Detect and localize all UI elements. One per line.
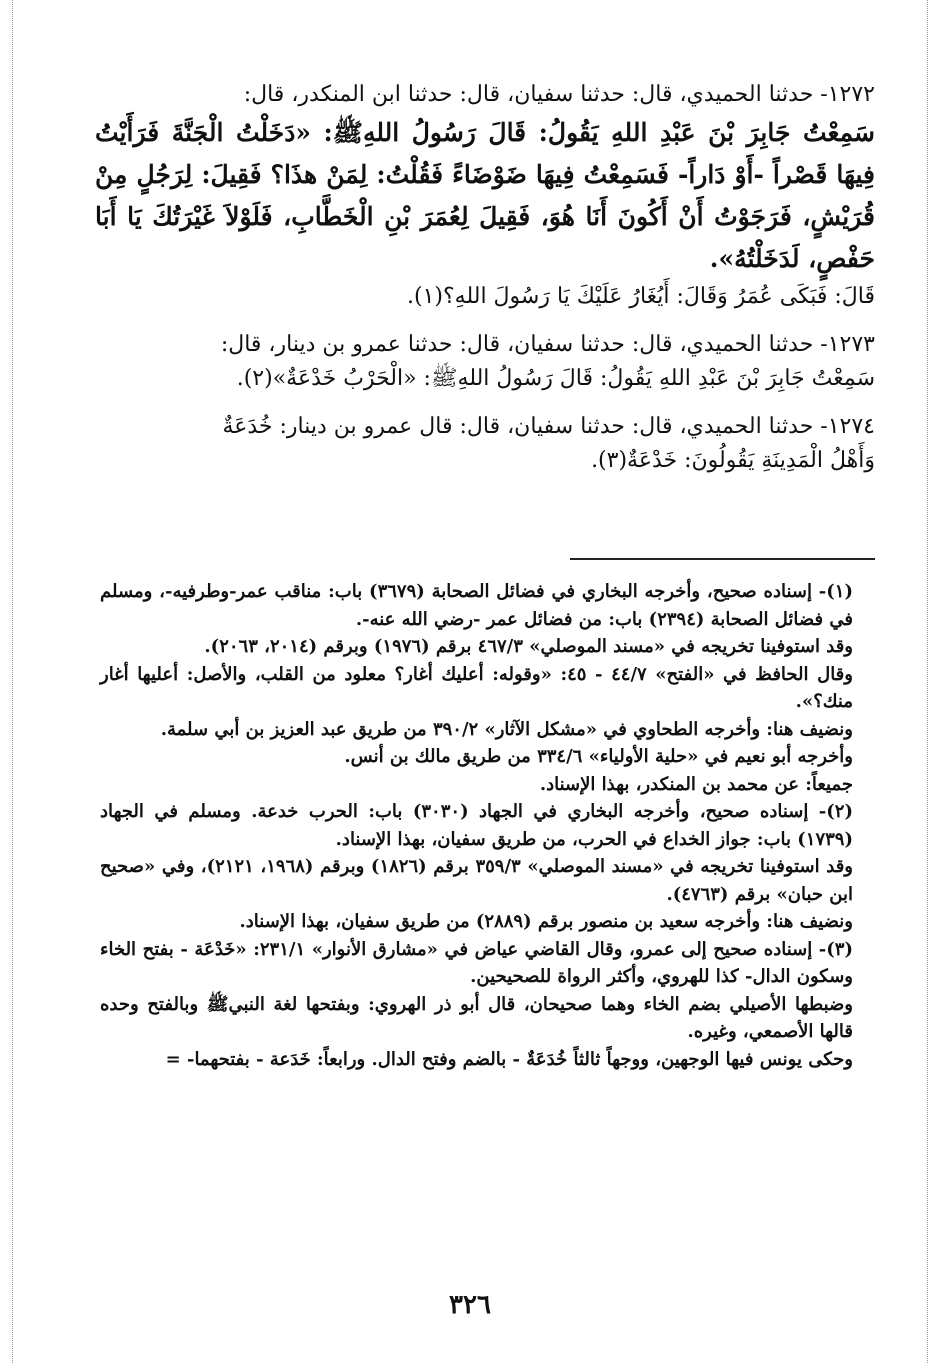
margin-dotted-line-left xyxy=(12,0,13,1363)
footnote-1-text: ونضيف هنا: وأخرجه الطحاوي في «مشكل الآثار» ٣٩٠/٢ من طريق عبد العزيز بن أبي سلمة. xyxy=(160,718,853,740)
footnote-1-text: جميعاً: عن محمد بن المنكدر، بهذا الإسناد. xyxy=(539,773,853,795)
footnote-separator xyxy=(570,558,875,560)
footnote-2-text: ونضيف هنا: وأخرجه سعيد بن منصور برقم (٢٨٨٩) من طريق سفيان، بهذا الإسناد. xyxy=(239,911,853,932)
hadith-1274-tail: وَأَهْلُ الْمَدِينَةِ يَقُولُونَ: خَدْعَةٌ(٣). xyxy=(591,448,875,473)
hadith-1274-isnad: ١٢٧٤- حدثنا الحميدي، قال: حدثنا سفيان، قال: قال عمرو بن دينار: خُدَعَةٌ xyxy=(222,414,875,439)
footnote-1-text: وقد استوفينا تخريجه في «مسند الموصلي» ٤٦٧/٣ برقم (١٩٧٦) وبرقم (٢٠١٤، ٢٠٦٣). xyxy=(204,636,853,657)
footnote-3-text: وضبطها الأصيلي بضم الخاء وهما صحيحان، قال أبو ذر الهروي: وبفتحها لغة النبيﷺ وبالفتح وحده قالها الأصمعي، وغيره. xyxy=(100,993,853,1042)
page-number: ٣٢٦ xyxy=(449,1290,491,1320)
margin-dotted-line-right xyxy=(927,0,928,1363)
footnotes-block xyxy=(100,578,875,1073)
hadith-text-block xyxy=(95,78,875,478)
hadith-1272-matn: سَمِعْتُ جَابِرَ بْنَ عَبْدِ اللهِ يَقُولُ: قَالَ رَسُولُ اللهِﷺ: «دَخَلْتُ الْجَنَّةَ فَرَأَيْتُ فِيهَا قَصْراً -أَوْ دَاراً- فَسَمِعْتُ فِيهَا ضَوْضَاءً فَقُلْتُ: لِمَنْ هذَا؟ فَقِيلَ: لِرَجُلٍ مِنْ قُرَيْشٍ، فَرَجَوْتُ أَنْ أَكُونَ أَنَا هُوَ، فَقِيلَ لِعُمَرَ بْنِ الْخَطَّابِ، فَلَوْلاَ غَيْرَتُكَ يَا أَبَا حَفْصٍ، لَدَخَلْتُهُ». xyxy=(95,118,875,273)
footnote-3-text: وحكى يونس فيها الوجهين، ووجهاً ثالثاً خُدَعَةٌ - بالضم وفتح الدال. ورابعاً: خَدَعة - بفتحهما- = xyxy=(165,1048,853,1070)
footnote-1: (١)- إسناده صحيح، وأخرجه البخاري في فضائل الصحابة (٣٦٧٩) باب: مناقب عمر-وطرفيه-، ومسلم في فضائل الصحابة (٢٣٩٤) باب: من فضائل عمر -رضي الله عنه-. xyxy=(100,581,853,630)
footnote-2: (٢)- إسناده صحيح، وأخرجه البخاري في الجهاد (٣٠٣٠) باب: الحرب خدعة. ومسلم في الجهاد (١٧٣٩) باب: جواز الخداع في الحرب، من طريق سفيان، بهذا الإسناد. xyxy=(100,801,853,850)
hadith-1273-matn: سَمِعْتُ جَابِرَ بْنَ عَبْدِ اللهِ يَقُولُ: قَالَ رَسُولُ اللهِﷺ: «الْحَرْبُ خَدْعَةٌ»(٢). xyxy=(236,366,875,391)
footnote-1-text: وأخرجه أبو نعيم في «حلية الأولياء» ٣٣٤/٦ من طريق مالك بن أنس. xyxy=(344,746,853,767)
footnote-2-text: وقد استوفينا تخريجه في «مسند الموصلي» ٣٥٩/٣ برقم (١٨٢٦) وبرقم (١٩٦٨، ٢١٢١)، وفي «صحيح ابن حبان» برقم (٤٧٦٣). xyxy=(100,856,853,905)
hadith-1272-isnad: ١٢٧٢- حدثنا الحميدي، قال: حدثنا سفيان، قال: حدثنا ابن المنكدر، قال: xyxy=(243,82,875,107)
footnote-3: (٣)- إسناده صحيح إلى عمرو، وقال القاضي عياض في «مشارق الأنوار» ٢٣١/١: «خَدْعَة - بفتح الخاء وسكون الدال- كذا للهروي، وأكثر الرواة للصحيحين. xyxy=(100,938,853,987)
hadith-1272-tail: قَالَ: فَبَكَى عُمَرُ وَقَالَ: أَيُغَارُ عَلَيْكَ يَا رَسُولَ اللهِ؟(١). xyxy=(407,284,875,309)
hadith-1273-isnad: ١٢٧٣- حدثنا الحميدي، قال: حدثنا سفيان، قال: حدثنا عمرو بن دينار، قال: xyxy=(220,332,875,357)
footnote-1-text: وقال الحافظ في «الفتح» ٤٤/٧ - ٤٥: «وقوله: أعليك أغار؟ معلود من القلب، والأصل: أعليها أغار منك؟». xyxy=(100,663,853,712)
